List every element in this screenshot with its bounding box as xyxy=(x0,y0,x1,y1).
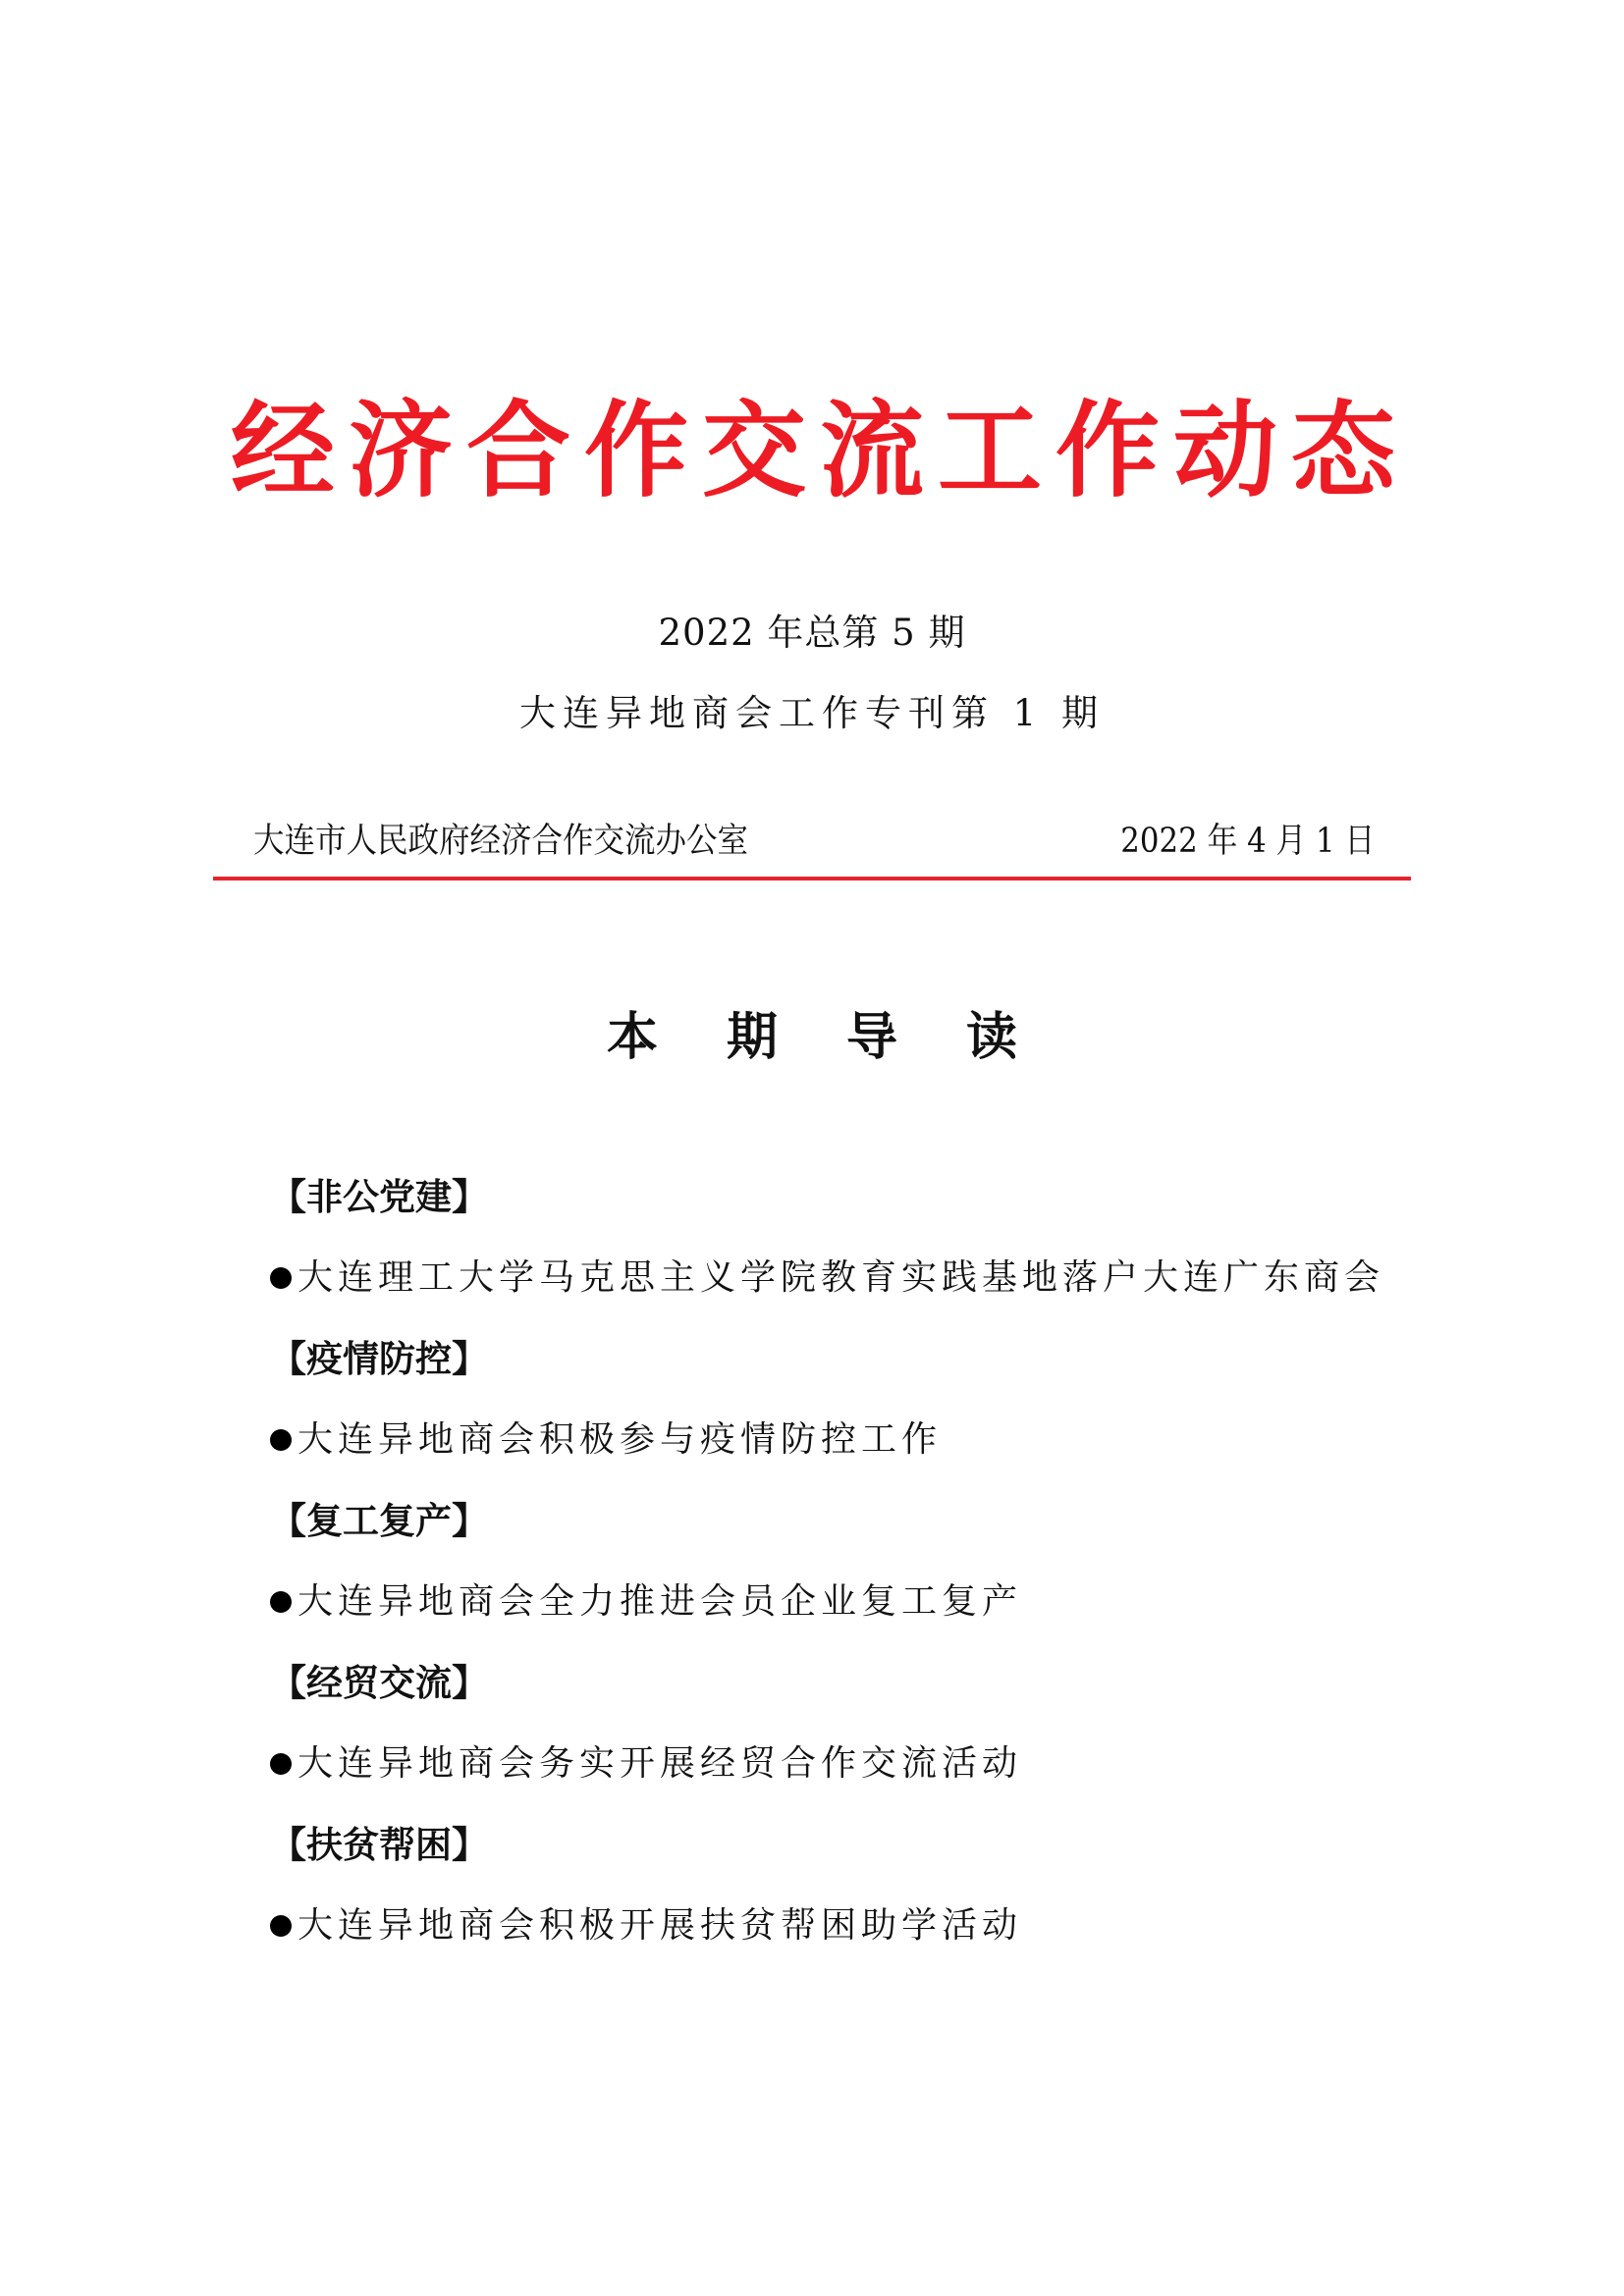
toc-item[interactable] xyxy=(270,1411,942,1469)
special-issue-label: 大连异地商会工作专刊第 1 期 xyxy=(518,692,1106,734)
toc-item-link[interactable]: 大连异地商会全力推进会员企业复工复产 xyxy=(298,1581,1023,1622)
toc-section-resumption xyxy=(270,1492,1419,1654)
toc-section-trade-exchange xyxy=(270,1654,1419,1816)
toc-section-party-building xyxy=(270,1168,1419,1330)
publisher-organization: 大连市人民政府经济合作交流办公室 xyxy=(253,822,749,861)
toc-item-link[interactable]: 大连理工大学马克思主义学院教育实践基地落户大连广东商会 xyxy=(298,1257,1385,1298)
publication-meta xyxy=(253,817,1382,866)
bullet-icon xyxy=(270,1267,292,1289)
bullet-icon xyxy=(270,1753,292,1775)
toc-heading: 【非公党建】 xyxy=(270,1176,488,1218)
table-of-contents xyxy=(270,1168,1419,1978)
toc-section-epidemic-control xyxy=(270,1330,1419,1492)
toc-item-link[interactable]: 大连异地商会积极开展扶贫帮困助学活动 xyxy=(298,1905,1023,1946)
toc-item[interactable] xyxy=(270,1573,1022,1631)
publication-date: 2022 年 4 月 1 日 xyxy=(1120,822,1375,861)
toc-heading: 【疫情防控】 xyxy=(270,1338,488,1380)
toc-heading: 【经贸交流】 xyxy=(270,1662,488,1704)
toc-item[interactable] xyxy=(270,1735,1022,1793)
red-divider xyxy=(213,877,1411,881)
toc-section-poverty-relief xyxy=(270,1816,1419,1978)
toc-item[interactable] xyxy=(270,1249,1384,1308)
bullet-icon xyxy=(270,1429,292,1451)
toc-item-link[interactable]: 大连异地商会积极参与疫情防控工作 xyxy=(298,1419,943,1460)
toc-item-link[interactable]: 大连异地商会务实开展经贸合作交流活动 xyxy=(298,1743,1023,1784)
toc-heading: 【扶贫帮困】 xyxy=(270,1824,488,1866)
toc-heading: 【复工复产】 xyxy=(270,1500,488,1542)
guide-title: 本期导读 xyxy=(606,1007,1086,1067)
bullet-icon xyxy=(270,1591,292,1613)
issue-number: 2022 年总第 5 期 xyxy=(658,612,966,654)
masthead-title: 经济合作交流工作动态 xyxy=(231,391,1409,511)
bullet-icon xyxy=(270,1915,292,1937)
toc-item[interactable] xyxy=(270,1896,1022,1955)
